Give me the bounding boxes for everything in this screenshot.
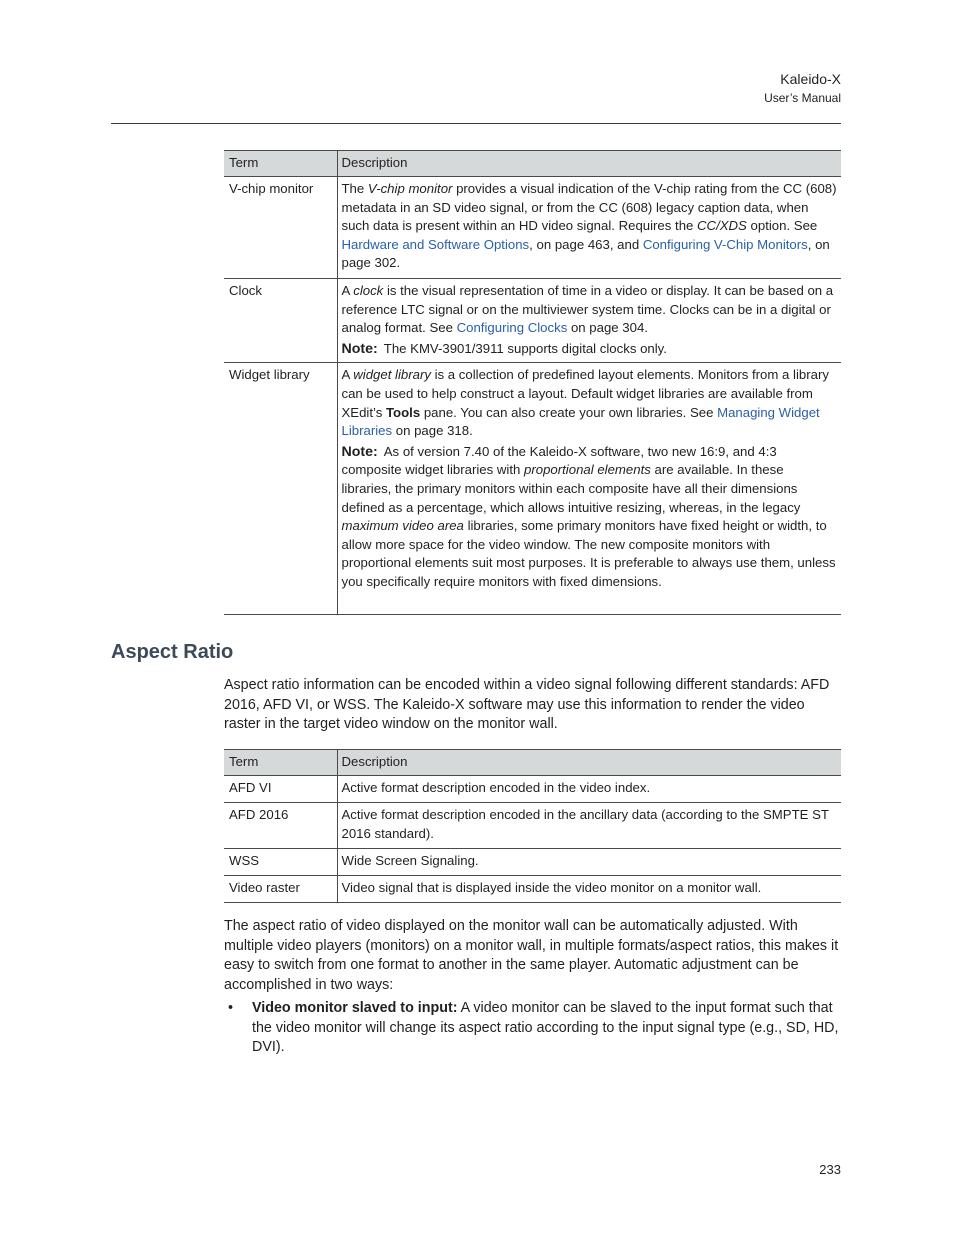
cross-reference-link[interactable]: Hardware and Software Options: [341, 236, 530, 252]
header-rule: [111, 123, 841, 124]
table-row: [224, 803, 841, 849]
cross-reference-link[interactable]: Managing Widget Libraries: [341, 404, 820, 439]
table-row: [224, 363, 841, 615]
text-block: [342, 180, 838, 273]
running-header-document: User’s Manual: [764, 91, 841, 105]
bullet-list-item: [224, 999, 841, 1058]
text-run: As of version 7.40 of the Kaleido-X software, two new 16:9, and 4:3 composite widget libraries with: [341, 443, 777, 478]
text-run: , on page 463, and: [529, 236, 643, 252]
text-block: [252, 999, 841, 1058]
terms-table-display-elements: [224, 150, 841, 615]
body-paragraph: The aspect ratio of video displayed on the monitor wall can be automatically adjusted. With multiple video players (monitors) on a monitor wall, in multiple formats/aspect ratios, this makes it easy to switch from one format to another in the same player. Automatic adjustment can be accomplished in two ways:: [224, 918, 839, 993]
term-cell: V-chip monitor: [224, 177, 337, 279]
text-run: libraries, some primary monitors have fixed height or width, to allow more space for the video window. The new composite monitors with proportional elements suit most purposes. It is preferable to always use them, unless you specifically require monitors with fixed dimensions.: [341, 518, 836, 589]
bullet-icon: •: [228, 1000, 234, 1016]
column-header-term: Term: [224, 151, 337, 177]
text-run: are available. In these libraries, the primary monitors within each composite have all their dimensions defined as a percentage, which allows intuitive resizing, whereas, in the legacy: [341, 462, 801, 515]
text-run: on page 318.: [392, 423, 473, 439]
text-block: [342, 282, 838, 338]
cross-reference-link[interactable]: Configuring Clocks: [456, 320, 568, 336]
table-header-row: [224, 750, 841, 776]
text-run: The KMV-3901/3911 supports digital clocks only.: [383, 340, 667, 356]
text-block: [342, 366, 838, 440]
text-run: is the visual representation of time in a video or display. It can be based on a reference LTC signal or on the multiviewer system time. Clocks can be in a digital or analog format. See: [341, 283, 834, 336]
section-intro-paragraph: Aspect ratio information can be encoded within a video signal following different standards: AFD 2016, AFD VI, or WSS. The Kaleido-X software may use this information to render the video raster in the target video window on the monitor wall.: [224, 677, 830, 732]
column-header-description: Description: [337, 151, 841, 177]
column-header-term: Term: [224, 750, 337, 776]
text-run: on page 304.: [567, 320, 648, 336]
description-cell: [337, 177, 841, 279]
text-run: , on page 302.: [341, 236, 830, 271]
term-cell: Widget library: [224, 363, 337, 615]
note-block: [342, 443, 838, 592]
term-cell: AFD 2016: [224, 803, 337, 849]
text-run: provides a visual indication of the V-chip rating from the CC (608) metadata in an SD video signal, or from the CC (608) legacy caption data, when such data is present within an HD video signal. Requires the: [341, 181, 837, 234]
terms-table-aspect-ratio: [224, 749, 841, 903]
emphasis-text: CC/XDS: [697, 218, 747, 234]
text-run: is a collection of predefined layout elements. Monitors from a library can be used to help construct a layout. Default widget libraries are available from XEdit’s: [341, 367, 829, 420]
text-run: A: [341, 283, 354, 298]
note-block: [342, 340, 838, 359]
term-cell: Video raster: [224, 875, 337, 902]
term-cell: AFD VI: [224, 776, 337, 803]
note-label: Note:: [341, 340, 378, 357]
emphasis-text: clock: [353, 283, 384, 298]
page-number: 233: [819, 1162, 841, 1177]
note-label: Note:: [341, 443, 378, 460]
table-row: [224, 279, 841, 363]
description-cell: Active format description encoded in the ancillary data (according to the SMPTE ST 2016 standard).: [337, 803, 841, 849]
table-row: [224, 776, 841, 803]
emphasis-text: widget library: [353, 367, 431, 383]
table-row: [224, 849, 841, 876]
text-run: option. See: [746, 218, 818, 234]
description-cell: Active format description encoded in the video index.: [337, 776, 841, 803]
text-run: The: [341, 181, 368, 196]
column-header-description: Description: [337, 750, 841, 776]
description-cell: Video signal that is displayed inside the video monitor on a monitor wall.: [337, 875, 841, 902]
table-row: [224, 177, 841, 279]
term-cell: WSS: [224, 849, 337, 876]
bold-text: Video monitor slaved to input:: [252, 1000, 458, 1016]
table-row: [224, 875, 841, 902]
emphasis-text: proportional elements: [524, 462, 651, 478]
cross-reference-link[interactable]: Configuring V-Chip Monitors: [642, 236, 808, 252]
description-cell: [337, 279, 841, 363]
emphasis-text: maximum video area: [341, 518, 464, 534]
section-heading-aspect-ratio: Aspect Ratio: [111, 641, 234, 663]
text-run: pane. You can also create your own libraries. See: [420, 404, 718, 420]
text-run: A video monitor can be slaved to the input format such that the video monitor will change its aspect ratio according to the input signal type (e.g., SD, HD, DVI).: [252, 1000, 839, 1055]
bold-text: Tools: [385, 404, 421, 420]
emphasis-text: V-chip monitor: [367, 181, 453, 196]
text-run: A: [341, 367, 354, 383]
running-header-product: Kaleido-X: [780, 71, 841, 87]
bullet-text: [252, 999, 841, 1058]
description-cell: Wide Screen Signaling.: [337, 849, 841, 876]
term-cell: Clock: [224, 279, 337, 363]
description-cell: [337, 363, 841, 615]
table-header-row: [224, 151, 841, 177]
